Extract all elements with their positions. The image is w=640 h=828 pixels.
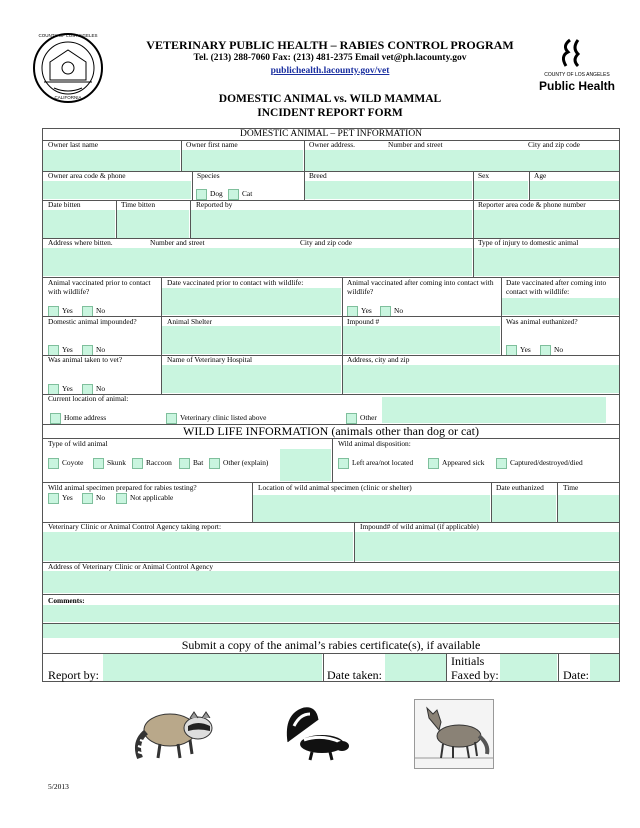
owner-city-label: City and zip code xyxy=(528,140,580,149)
date-bitten-label: Date bitten xyxy=(48,200,81,209)
impounded-label: Domestic animal impounded? xyxy=(48,317,137,326)
species-cat-checkbox[interactable] xyxy=(228,189,239,200)
skunk-illustration xyxy=(278,702,352,762)
address-bitten-field[interactable] xyxy=(43,248,472,276)
shelter-field[interactable] xyxy=(162,326,341,354)
wild-bat-label: Bat xyxy=(193,458,204,467)
comments-label: Comments: xyxy=(48,596,85,605)
disposition-left-label: Left area/not located xyxy=(352,458,414,467)
logo-county-text: COUNTY OF LOS ANGELES xyxy=(544,72,610,78)
vet-hospital-field[interactable] xyxy=(162,365,341,393)
vet-clinic-agency-label: Veterinary Clinic or Animal Control Agency taking report: xyxy=(48,522,222,531)
disposition-captured-checkbox[interactable] xyxy=(496,458,507,469)
wild-skunk-checkbox[interactable] xyxy=(93,458,104,469)
disposition-captured-label: Captured/destroyed/died xyxy=(510,458,583,467)
reporter-phone-label: Reporter area code & phone number xyxy=(478,200,586,209)
owner-first-field[interactable] xyxy=(182,150,303,171)
specimen-na-label: Not applicable xyxy=(130,493,174,502)
initials-label: Initials xyxy=(451,654,485,668)
taken-vet-label: Was animal taken to vet? xyxy=(48,355,123,364)
seal-text-top: COUNTY OF LOS ANGELES xyxy=(38,33,98,38)
species-cat-label: Cat xyxy=(242,189,253,198)
time-label: Time xyxy=(563,483,579,492)
wild-other-field[interactable] xyxy=(280,449,331,481)
date-field[interactable] xyxy=(590,654,619,681)
vet-address-field[interactable] xyxy=(343,365,619,393)
time-field[interactable] xyxy=(558,495,619,522)
location-home-checkbox[interactable] xyxy=(50,413,61,424)
faxed-by-field[interactable] xyxy=(500,654,557,681)
website-link[interactable]: publichealth.lacounty.gov/vet xyxy=(270,66,390,76)
age-field[interactable] xyxy=(530,181,619,199)
date-bitten-field[interactable] xyxy=(43,210,115,238)
agency-address-field[interactable] xyxy=(43,571,619,593)
vet-hospital-label: Name of Veterinary Hospital xyxy=(167,355,253,364)
current-location-label: Current location of animal: xyxy=(48,394,129,403)
sex-label: Sex xyxy=(478,171,490,180)
specimen-no-checkbox[interactable] xyxy=(82,493,93,504)
logo-public-health-text: Public Health xyxy=(538,79,615,93)
form-title-line2: INCIDENT REPORT FORM xyxy=(257,107,403,119)
location-other-checkbox[interactable] xyxy=(346,413,357,424)
seal-text-bottom: CALIFORNIA xyxy=(54,95,82,100)
wild-raccoon-checkbox[interactable] xyxy=(132,458,143,469)
owner-first-label: Owner first name xyxy=(186,140,238,149)
program-title: VETERINARY PUBLIC HEALTH – RABIES CONTROL PROGRAM xyxy=(146,38,514,52)
breed-label: Breed xyxy=(309,171,327,180)
owner-phone-label: Owner area code & phone xyxy=(48,171,126,180)
sex-field[interactable] xyxy=(474,181,528,199)
wild-raccoon-label: Raccoon xyxy=(146,458,172,467)
impound-number-label: Impound # xyxy=(347,317,380,326)
location-home-label: Home address xyxy=(64,413,107,422)
vacc-after-label: Animal vaccinated after coming into contact with wildlife? xyxy=(347,278,494,296)
wild-skunk-label: Skunk xyxy=(107,458,126,467)
faxed-by-label: Faxed by: xyxy=(451,668,499,682)
taken-vet-yes-label: Yes xyxy=(62,384,73,393)
specimen-no-label: No xyxy=(96,493,106,502)
disposition-sick-label: Appeared sick xyxy=(442,458,485,467)
public-health-logo xyxy=(532,36,622,96)
specimen-prepared-label: Wild animal specimen prepared for rabies testing? xyxy=(48,483,197,492)
date-vacc-after-label: Date vaccinated after coming into contact with wildlife: xyxy=(506,278,607,296)
vet-address-label: Address, city and zip xyxy=(347,355,410,364)
species-dog-checkbox[interactable] xyxy=(196,189,207,200)
specimen-yes-label: Yes xyxy=(62,493,73,502)
location-other-field[interactable] xyxy=(382,397,606,423)
wild-coyote-label: Coyote xyxy=(62,458,84,467)
date-taken-label: Date taken: xyxy=(327,668,382,682)
euthanized-no-label: No xyxy=(554,345,564,354)
contact-line: Tel. (213) 288-7060 Fax: (213) 481-2375 Email vet@ph.lacounty.gov xyxy=(193,53,467,63)
taken-vet-no-label: No xyxy=(96,384,106,393)
vacc-after-no-label: No xyxy=(394,306,404,315)
vet-clinic-agency-field[interactable] xyxy=(43,532,353,561)
owner-last-field[interactable] xyxy=(43,150,180,171)
date-vacc-prior-label: Date vaccinated prior to contact with wildlife: xyxy=(167,278,304,287)
injury-type-field[interactable] xyxy=(474,248,619,276)
comments-field-1[interactable] xyxy=(43,605,619,622)
address-bitten-street-label: Number and street xyxy=(150,238,205,247)
euthanized-label: Was animal euthanized? xyxy=(506,317,578,326)
specimen-location-label: Location of wild animal specimen (clinic or shelter) xyxy=(258,483,412,492)
specimen-yes-checkbox[interactable] xyxy=(48,493,59,504)
vacc-prior-yes-label: Yes xyxy=(62,306,73,315)
shelter-label: Animal Shelter xyxy=(167,317,212,326)
wild-other-checkbox[interactable] xyxy=(209,458,220,469)
location-vet-label: Veterinary clinic listed above xyxy=(180,413,267,422)
euthanized-yes-label: Yes xyxy=(520,345,531,354)
wild-bat-checkbox[interactable] xyxy=(179,458,190,469)
breed-field[interactable] xyxy=(305,181,472,199)
comments-field-2[interactable] xyxy=(43,624,619,638)
coyote-illustration xyxy=(414,699,494,769)
location-vet-checkbox[interactable] xyxy=(166,413,177,424)
vacc-prior-label: Animal vaccinated prior to contact with wildlife? xyxy=(48,278,151,296)
reporter-phone-field[interactable] xyxy=(474,210,619,238)
owner-last-label: Owner last name xyxy=(48,140,99,149)
specimen-na-checkbox[interactable] xyxy=(116,493,127,504)
injury-type-label: Type of injury to domestic animal xyxy=(478,238,579,247)
public-health-mark-icon xyxy=(532,36,622,70)
date-vacc-prior-field[interactable] xyxy=(162,288,341,315)
disposition-sick-checkbox[interactable] xyxy=(428,458,439,469)
submit-note: Submit a copy of the animal’s rabies certificate(s), if available xyxy=(181,638,481,652)
impounded-yes-label: Yes xyxy=(62,345,73,354)
wild-coyote-checkbox[interactable] xyxy=(48,458,59,469)
time-bitten-label: Time bitten xyxy=(121,200,156,209)
age-label: Age xyxy=(534,171,547,180)
impound-number-field[interactable] xyxy=(343,326,500,354)
raccoon-illustration xyxy=(132,698,218,764)
form-title-line1: DOMESTIC ANIMAL vs. WILD MAMMAL xyxy=(218,93,442,105)
owner-address-label: Owner address. xyxy=(309,140,355,149)
report-by-label: Report by: xyxy=(48,668,99,682)
address-bitten-city-label: City and zip code xyxy=(300,238,352,247)
date-vacc-after-field[interactable] xyxy=(502,298,619,315)
disposition-label: Wild animal disposition: xyxy=(338,439,411,448)
reported-by-field[interactable] xyxy=(191,210,472,238)
species-label: Species xyxy=(197,171,220,180)
owner-street-label: Number and street xyxy=(388,140,443,149)
impounded-no-label: No xyxy=(96,345,106,354)
vacc-prior-no-label: No xyxy=(96,306,106,315)
date-euthanized-label: Date euthanized xyxy=(496,483,544,492)
agency-address-label: Address of Veterinary Clinic or Animal Control Agency xyxy=(48,562,214,571)
vacc-after-yes-label: Yes xyxy=(361,306,372,315)
time-bitten-field[interactable] xyxy=(117,210,189,238)
date-taken-field[interactable] xyxy=(385,654,446,681)
location-other-label: Other xyxy=(360,413,377,422)
address-bitten-label: Address where bitten. xyxy=(48,238,113,247)
wild-other-label: Other (explain) xyxy=(223,458,269,467)
report-by-field[interactable] xyxy=(103,654,322,681)
specimen-location-field[interactable] xyxy=(253,495,490,522)
species-dog-label: Dog xyxy=(210,189,223,198)
wild-section-title: WILD LIFE INFORMATION (animals other than dog or cat) xyxy=(43,425,619,437)
domestic-section-title: DOMESTIC ANIMAL – PET INFORMATION xyxy=(43,129,619,140)
impound-wild-field[interactable] xyxy=(355,532,619,561)
revision-date: 5/2013 xyxy=(48,782,69,791)
reported-by-label: Reported by xyxy=(196,200,233,209)
owner-phone-field[interactable] xyxy=(43,181,191,199)
impound-wild-label: Impound# of wild animal (if applicable) xyxy=(360,522,479,531)
disposition-left-checkbox[interactable] xyxy=(338,458,349,469)
date-euthanized-field[interactable] xyxy=(492,495,556,522)
wild-type-label: Type of wild animal xyxy=(48,439,108,448)
owner-address-field[interactable] xyxy=(305,150,619,171)
county-seal xyxy=(32,32,104,104)
date-label: Date: xyxy=(563,668,589,682)
